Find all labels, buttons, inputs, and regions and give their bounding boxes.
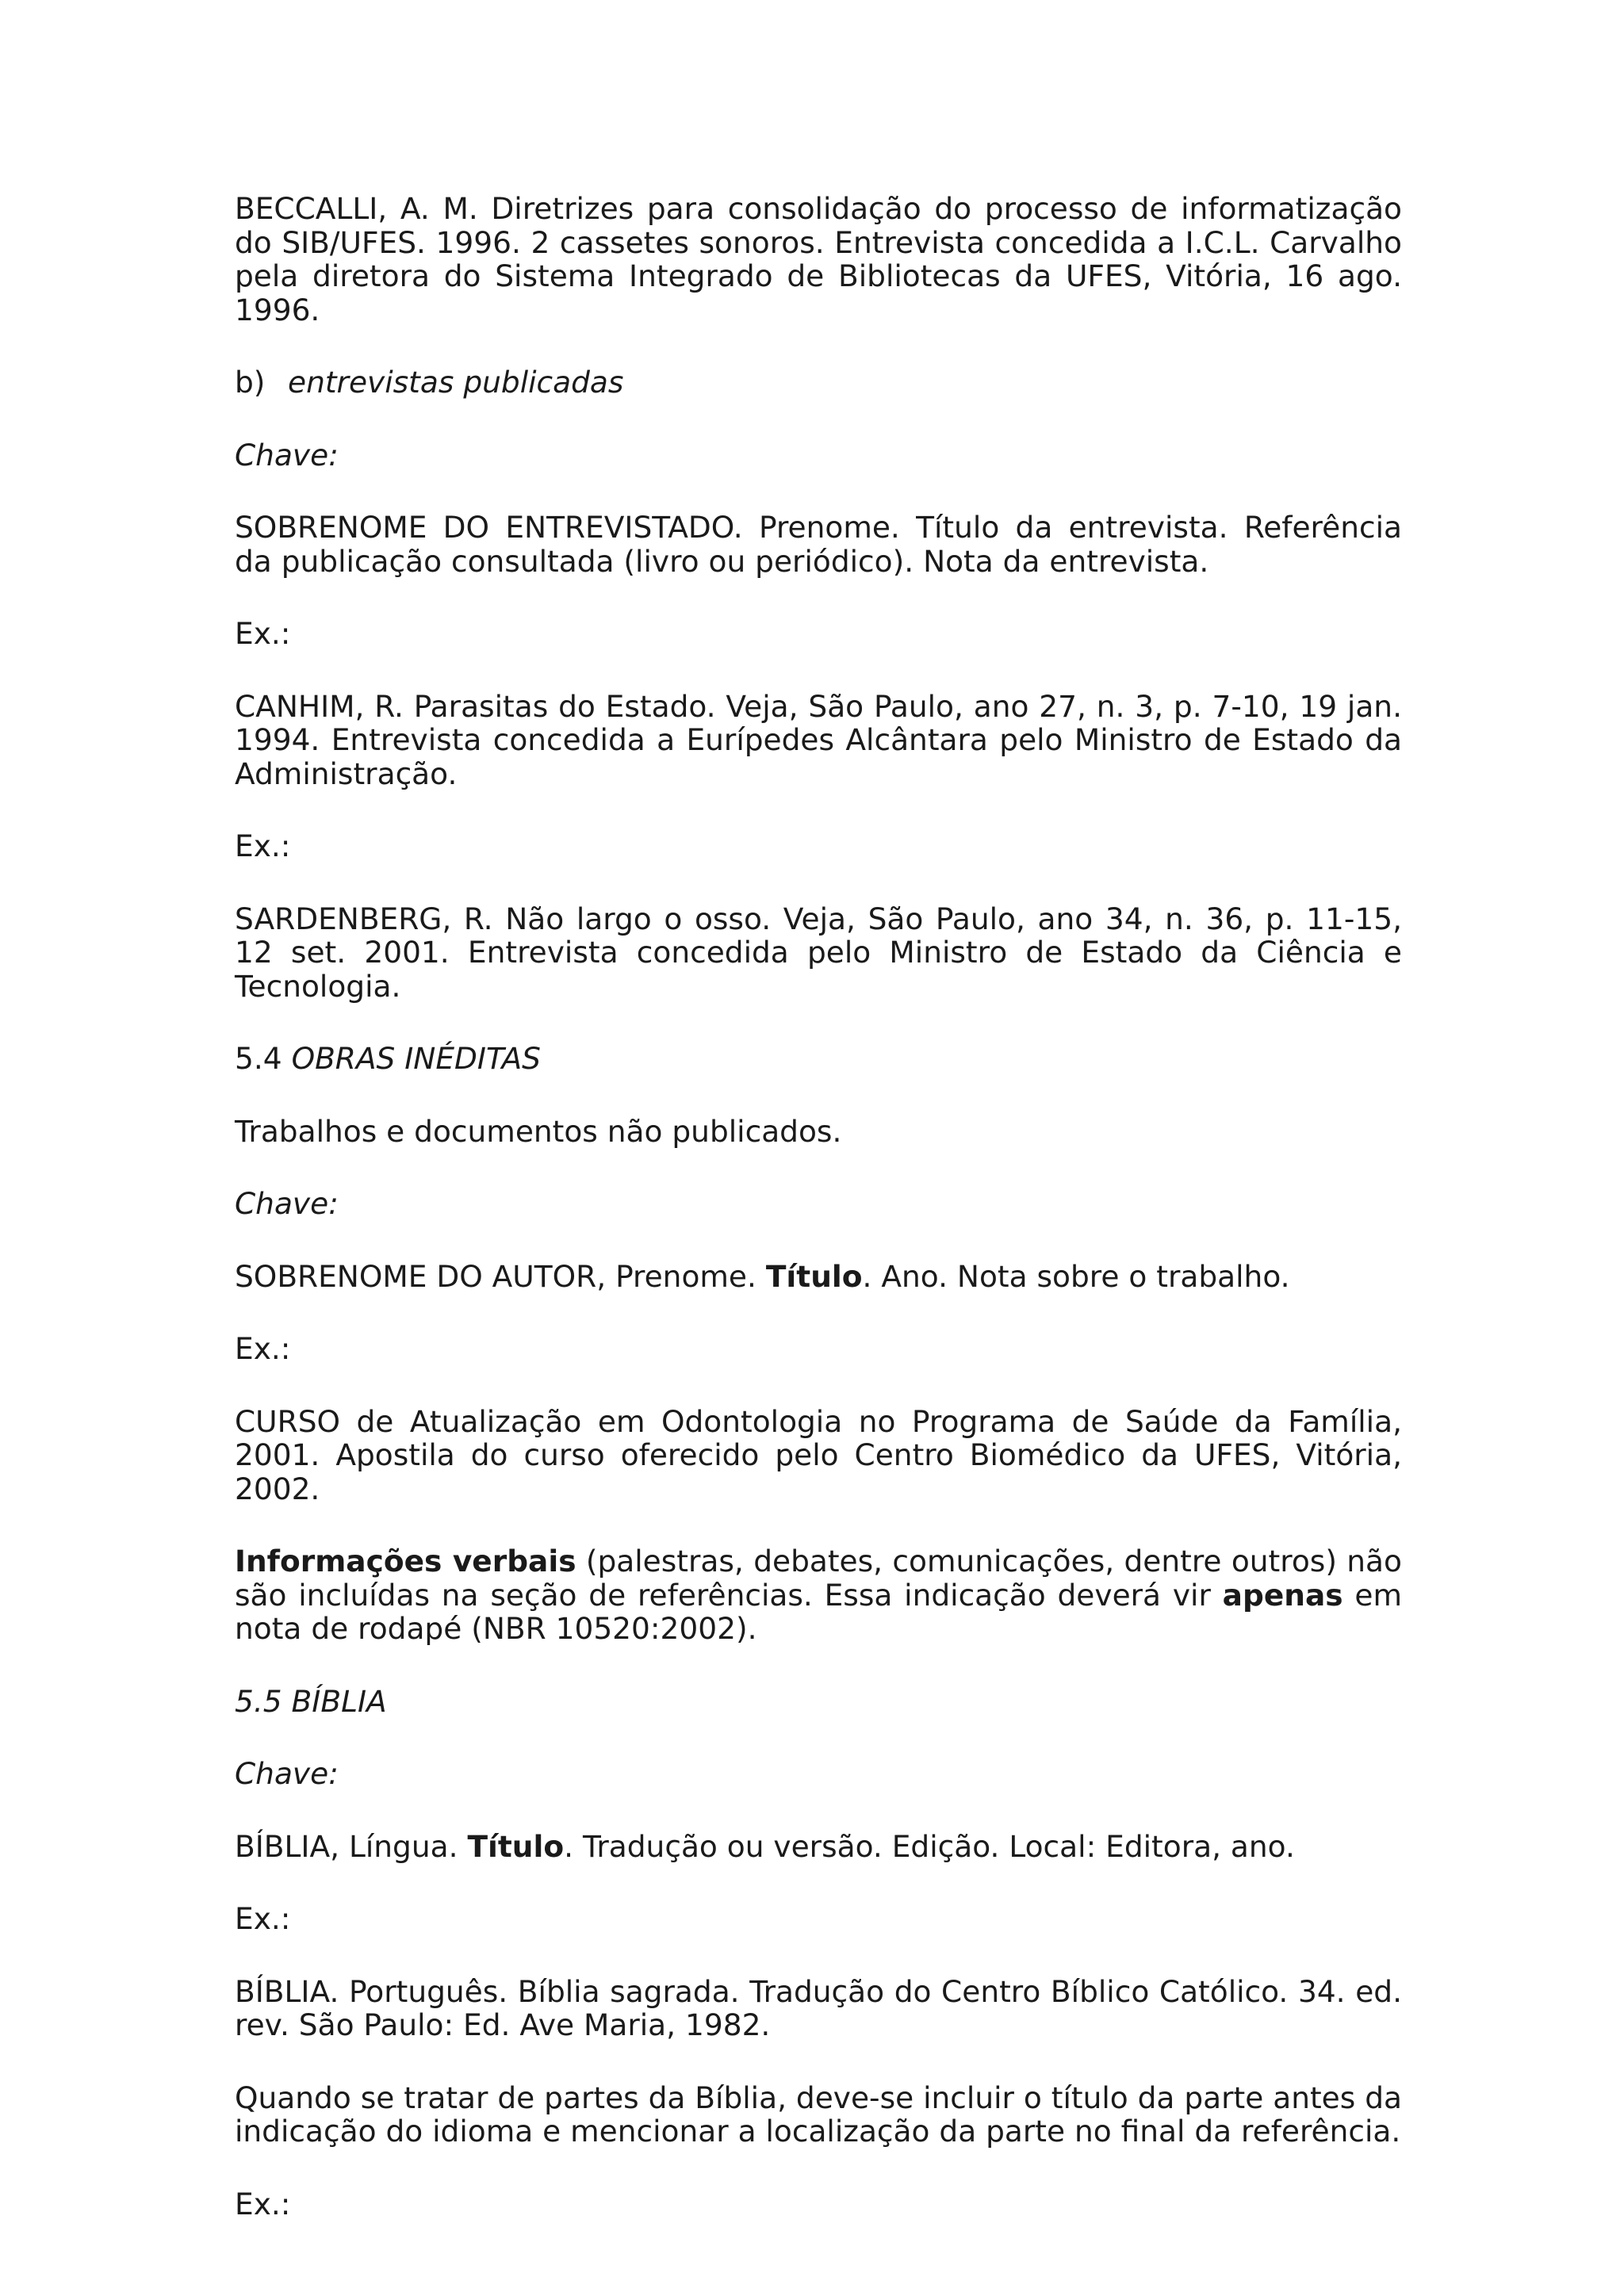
key-format-interview: SOBRENOME DO ENTREVISTADO. Prenome. Título da entrevista. Referência da publicação consultada (livro ou periódico). Nota da entrevista.: [235, 510, 1402, 579]
key-format-bible: [235, 1830, 1402, 1864]
reference-curso: CURSO de Atualização em Odontologia no Programa de Saúde da Família, 2001. Apostila do curso oferecido pelo Centro Biomédico da UFES, Vitória, 2002.: [235, 1403, 1402, 1506]
key-format-bold: Título: [467, 1828, 565, 1864]
example-label: Ex.:: [235, 828, 291, 863]
key-label: Chave:: [235, 437, 339, 473]
section-heading-5-4: [235, 1042, 1402, 1076]
reference-beccalli: BECCALLI, A. M. Diretrizes para consolidação do processo de informatização do SIB/UFES. 1996. 2 cassetes sonoros. Entrevista concedida a I.C.L. Carvalho pela diretora do Sistema Integrado de Bibliotecas da UFES, Vitória, 16 ago. 1996.: [235, 191, 1402, 327]
section-number: 5.4: [235, 1041, 292, 1076]
key-format-part: BÍBLIA, Língua.: [235, 1828, 468, 1864]
example-label: Ex.:: [235, 2186, 291, 2221]
bible-parts-note: Quando se tratar de partes da Bíblia, deve-se incluir o título da parte antes da indicação do idioma e mencionar a localização da parte no final da referência.: [235, 2080, 1402, 2149]
note-bold: apenas: [1222, 1577, 1343, 1613]
key-format-bold: Título: [765, 1258, 863, 1294]
section-heading-5-5: 5.5 BÍBLIA: [235, 1683, 387, 1719]
reference-canhim: CANHIM, R. Parasitas do Estado. Veja, São Paulo, ano 27, n. 3, p. 7-10, 19 jan. 1994. Entrevista concedida a Eurípedes Alcântara pelo Ministro de Estado da Administração.: [235, 688, 1402, 791]
example-label: Ex.:: [235, 1331, 291, 1366]
key-format-part: . Tradução ou versão. Edição. Local: Editora, ano.: [564, 1828, 1295, 1864]
note-text: em nota de rodapé (NBR 10520:2002).: [235, 1577, 1402, 1646]
key-format-unpublished: [235, 1260, 1402, 1294]
note-verbal-information: [235, 1544, 1402, 1646]
reference-sardenberg: SARDENBERG, R. Não largo o osso. Veja, São Paulo, ano 34, n. 36, p. 11-15, 12 set. 2001. Entrevista concedida pelo Ministro de Estado da Ciência e Tecnologia.: [235, 901, 1402, 1004]
list-letter: b): [235, 365, 266, 400]
example-label: Ex.:: [235, 1901, 291, 1936]
note-bold: Informações verbais: [235, 1544, 576, 1578]
document-page: [235, 192, 1402, 2260]
example-label: Ex.:: [235, 616, 291, 651]
key-format-part: SOBRENOME DO AUTOR, Prenome.: [235, 1258, 766, 1294]
list-item-b: [235, 365, 1402, 400]
key-format-part: . Ano. Nota sobre o trabalho.: [862, 1258, 1290, 1294]
section-title: OBRAS INÉDITAS: [291, 1041, 541, 1076]
subsection-title: entrevistas publicadas: [288, 365, 624, 400]
section-description: Trabalhos e documentos não publicados.: [235, 1113, 842, 1149]
key-label: Chave:: [235, 1186, 339, 1221]
note-text: (palestras, debates, comunicações, dentre outros) não são incluídas na seção de referências. Essa indicação deverá vir: [235, 1544, 1402, 1613]
reference-biblia: BÍBLIA. Português. Bíblia sagrada. Tradução do Centro Bíblico Católico. 34. ed. rev. São Paulo: Ed. Ave Maria, 1982.: [235, 1973, 1402, 2042]
key-label: Chave:: [235, 1756, 339, 1791]
